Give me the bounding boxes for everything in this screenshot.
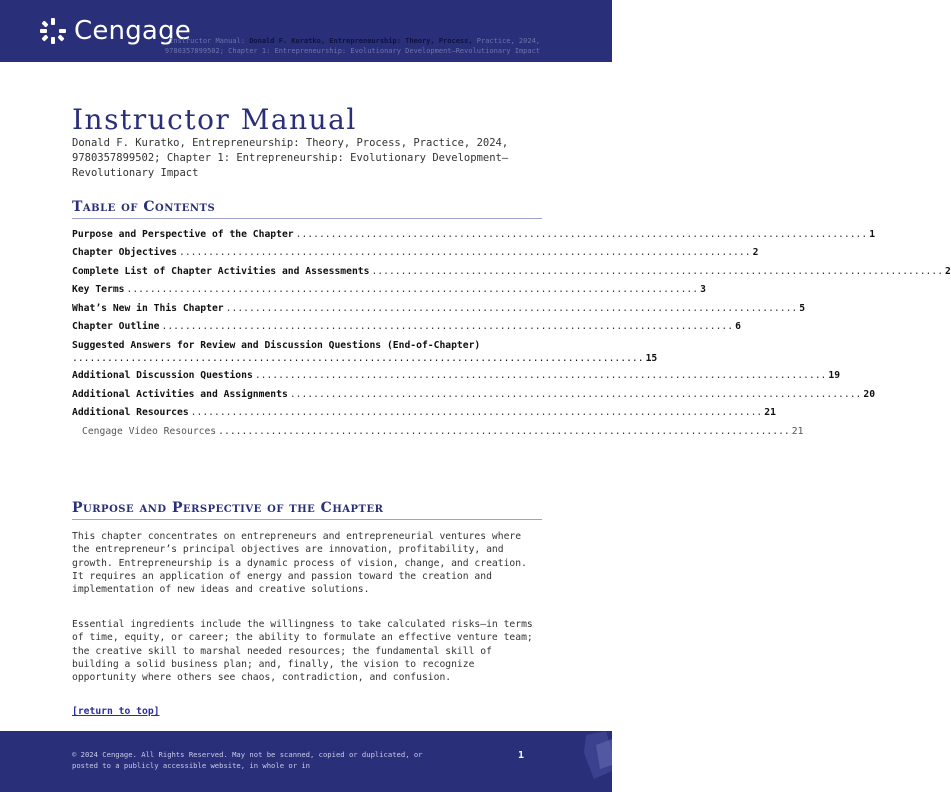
toc-item-video-resources[interactable]: Cengage Video Resources .................................................................................................. 21 [82,425,804,437]
toc-item-purpose[interactable]: Purpose and Perspective of the Chapter .................................................................................................. 1 [72,229,876,240]
table-of-contents [72,226,951,441]
toc-item-whats-new[interactable]: What’s New in This Chapter .................................................................................................. 5 [72,302,806,314]
toc-item-objectives[interactable]: Chapter Objectives .................................................................................................. 2 [72,247,759,259]
purpose-paragraph-1: This chapter concentrates on entrepreneurs and entrepreneurial ventures where the entrepreneur’s principal objectives are innovation, profitability, and growth. Entrepreneurship is a dynamic process of vision, change, and creation. It requires an application of energy and passion toward the creation and implementation of new ideas and creative solutions. [72,531,527,596]
header-running-title: Instructor Manual: Donald F. Kuratko, Entrepreneurship: Theory, Process, Practice, 2024, 9780357899502; Chapter 1: Entrepreneurship: Evolutionary Development—Revolutionary Impact [164,37,540,55]
toc-item-outline[interactable]: Chapter Outline .................................................................................................. 6 [72,320,741,332]
page-number: 1 [518,750,525,761]
section-heading-purpose: Purpose and Perspective of the Chapter [72,499,542,520]
toc-item-resources[interactable]: Additional Resources .................................................................................................. 21 [72,407,776,419]
brand-name: Cengage [74,16,191,46]
toc-item-activities[interactable]: Complete List of Chapter Activities and Assessments .................................................................................................. 2 [72,265,951,277]
document-title: Instructor Manual [72,103,357,136]
toc-item-suggested-answers[interactable]: Suggested Answers for Review and Discussion Questions (End-of-Chapter) .................................................................................................. 15 [72,340,658,365]
purpose-paragraph-2: Essential ingredients include the willingness to take calculated risks—in terms of time, equity, or career; the ability to formulate an effective venture team; the creative skill to marshal needed resources; the fundamental skill of building a solid business plan; and, finally, the vision to recognize opportunity where others see chaos, contradiction, and confusion. [72,619,533,684]
return-to-top-link[interactable]: [return to top] [72,706,160,717]
copyright-notice: © 2024 Cengage. All Rights Reserved. May not be scanned, copied or duplicated, or posted to a publicly accessible website, in whole or in [72,750,423,770]
footer-decoration [572,731,612,792]
cengage-logo-icon [38,16,68,46]
toc-heading: Table of Contents [72,198,542,219]
document-subtitle: Donald F. Kuratko, Entrepreneurship: Theory, Process, Practice, 2024, 9780357899502; Chapter 1: Entrepreneurship: Evolutionary Development—Revolutionary Impact [72,137,509,179]
toc-item-discussion[interactable]: Additional Discussion Questions .................................................................................................. 19 [72,370,841,382]
header-decoration [532,0,612,62]
toc-item-key-terms[interactable]: Key Terms .................................................................................................. 3 [72,284,706,296]
toc-item-assignments[interactable]: Additional Activities and Assignments .................................................................................................. 20 [72,388,876,400]
